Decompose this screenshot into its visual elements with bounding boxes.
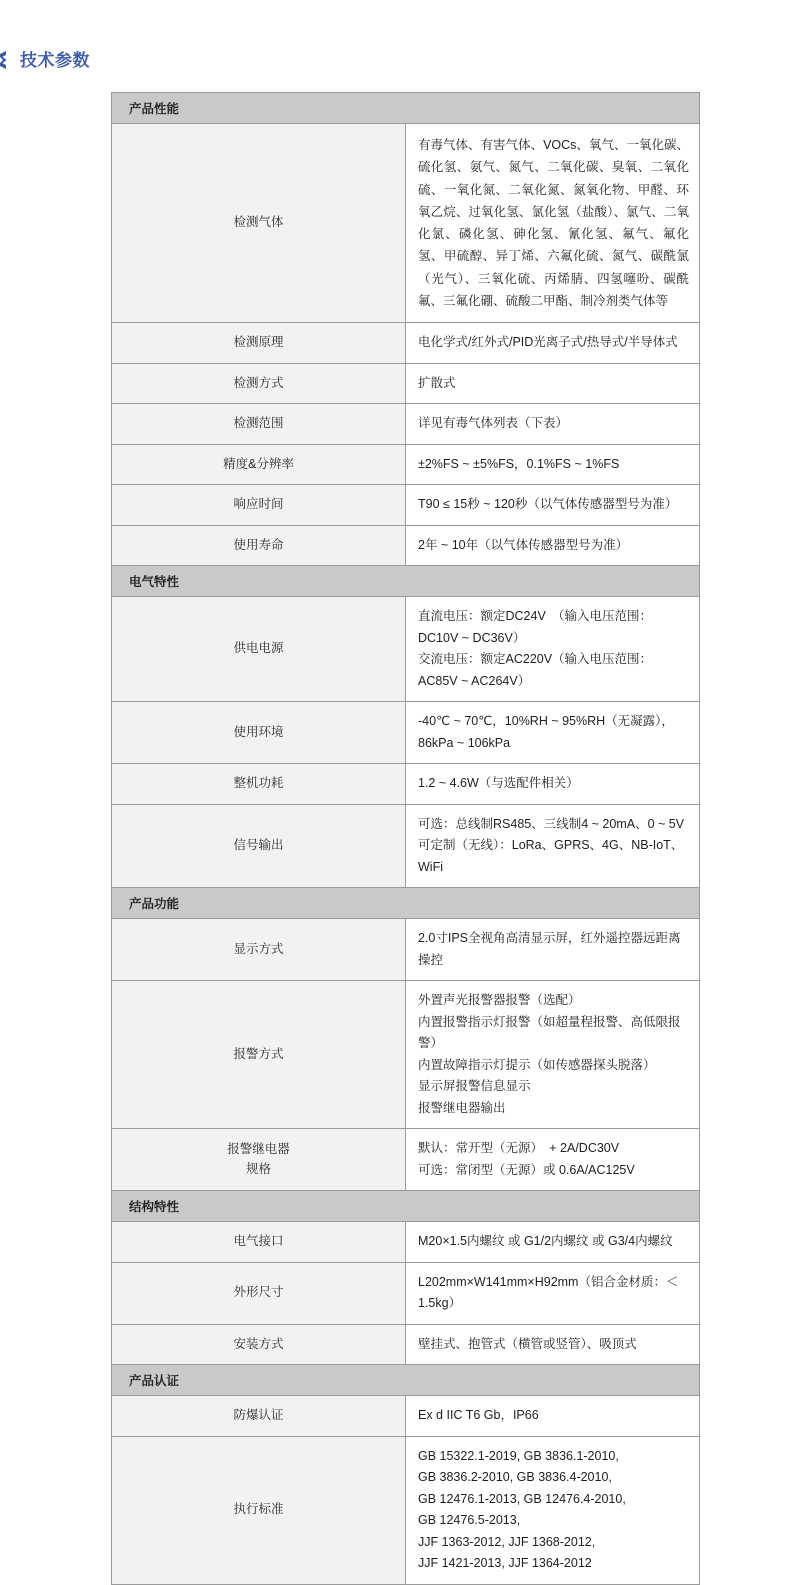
spec-label: 检测原理 — [112, 323, 406, 364]
spec-value — [406, 981, 700, 1129]
spec-row — [112, 444, 700, 485]
spec-row — [112, 702, 700, 764]
spec-label: 外形尺寸 — [112, 1262, 406, 1324]
spec-value — [406, 1129, 700, 1191]
spec-value-line: 显示屏报警信息显示 — [418, 1079, 531, 1093]
spec-value-line: 2.0寸IPS全视角高清显示屏，红外遥控器远距离操控 — [418, 931, 681, 967]
spec-table-body — [112, 93, 700, 1585]
spec-label: 显示方式 — [112, 919, 406, 981]
section-title-product-certification: 产品认证 — [112, 1365, 700, 1396]
spec-label: 供电电源 — [112, 597, 406, 702]
section-title-structural-characteristics: 结构特性 — [112, 1191, 700, 1222]
spec-value-line: JJF 1363-2012, JJF 1368-2012, — [418, 1534, 596, 1549]
spec-label: 电气接口 — [112, 1222, 406, 1263]
spec-row — [112, 981, 700, 1129]
spec-value — [406, 404, 700, 445]
spec-value — [406, 1396, 700, 1437]
spec-row — [112, 1222, 700, 1263]
spec-value-line: Ex d IIC T6 Gb，IP66 — [418, 1408, 539, 1422]
spec-label: 精度&分辨率 — [112, 444, 406, 485]
spec-value-line: 内置故障指示灯提示（如传感器探头脱落） — [418, 1057, 656, 1072]
page-heading — [0, 46, 90, 74]
spec-value-line: 内置报警指示灯报警（如超量程报警、高低限报警） — [418, 1014, 681, 1050]
spec-label: 执行标准 — [112, 1436, 406, 1584]
spec-value-line: GB 3836.2-2010, GB 3836.4-2010, — [418, 1470, 612, 1484]
spec-row — [112, 363, 700, 404]
spec-value-line: L202mm×W141mm×H92mm（铝合金材质：＜1.5kg） — [418, 1274, 679, 1310]
spec-value-line: 外置声光报警器报警（选配） — [418, 993, 581, 1007]
spec-row — [112, 1262, 700, 1324]
spec-value-line: 直流电压：额定DC24V （输入电压范围：DC10V ~ DC36V） — [418, 609, 653, 645]
spec-value-line: 2年 ~ 10年（以气体传感器型号为准） — [418, 537, 629, 552]
spec-value-line: T90 ≤ 15秒 ~ 120秒（以气体传感器型号为准） — [418, 497, 678, 511]
spec-value — [406, 1324, 700, 1365]
spec-label: 信号输出 — [112, 804, 406, 888]
spec-row — [112, 919, 700, 981]
spec-value-line: M20×1.5内螺纹 或 G1/2内螺纹 或 G3/4内螺纹 — [418, 1234, 673, 1248]
spec-value-line: 可定制（无线）：LoRa、GPRS、4G、NB-IoT、WiFi — [418, 838, 684, 874]
spec-value-line: 有毒气体、有害气体、VOCs、氧气、一氧化碳、硫化氢、氨气、氮气、二氧化碳、臭氧、二氧化硫、一氧化氮、二氧化氮、氮氧化物、甲醛、环氧乙烷、过氧化氢、氯化氢（盐酸）、氯气、二氧化氯、磷化氢、砷化氢、氰化氢、氟气、氟化氢、甲硫醇、异丁烯、六氟化硫、氮气、碳酰氯（光气）、三氧化硫、丙烯腈、四氢噻吩、碳酰氟、三氟化硼、硫酸二甲酯、制冷剂类气体等 — [418, 138, 689, 308]
spec-row — [112, 804, 700, 888]
spec-value — [406, 702, 700, 764]
spec-value-line: GB 12476.1-2013, GB 12476.4-2010, — [418, 1491, 626, 1506]
spec-value — [406, 444, 700, 485]
spec-value — [406, 1222, 700, 1263]
spec-row — [112, 485, 700, 526]
spec-value-line: 可选：总线制RS485、三线制4 ~ 20mA、0 ~ 5V — [418, 816, 685, 831]
section-header-row — [112, 888, 700, 919]
spec-label: 整机功耗 — [112, 764, 406, 805]
section-title-product-functions: 产品功能 — [112, 888, 700, 919]
spec-value — [406, 597, 700, 702]
section-header-row — [112, 566, 700, 597]
spec-row — [112, 764, 700, 805]
chevron-marker-icon — [0, 49, 14, 71]
section-header-row — [112, 93, 700, 124]
spec-label: 使用环境 — [112, 702, 406, 764]
spec-row — [112, 404, 700, 445]
spec-row — [112, 323, 700, 364]
spec-label: 使用寿命 — [112, 525, 406, 566]
spec-row — [112, 1396, 700, 1437]
spec-value-line: 默认：常开型（无源） + 2A/DC30V — [418, 1141, 620, 1155]
spec-row — [112, 525, 700, 566]
section-title-product-performance: 产品性能 — [112, 93, 700, 124]
spec-value-line: 壁挂式、抱管式（横管或竖管）、吸顶式 — [418, 1336, 637, 1351]
technical-specification-table — [111, 92, 700, 1585]
spec-value — [406, 764, 700, 805]
spec-value-line: 电化学式/红外式/PID光离子式/热导式/半导体式 — [418, 335, 678, 349]
spec-value — [406, 323, 700, 364]
spec-row — [112, 597, 700, 702]
spec-value — [406, 1436, 700, 1584]
spec-row — [112, 124, 700, 323]
spec-label: 安装方式 — [112, 1324, 406, 1365]
spec-label: 防爆认证 — [112, 1396, 406, 1437]
spec-value — [406, 525, 700, 566]
spec-row — [112, 1436, 700, 1584]
spec-value — [406, 124, 700, 323]
spec-value-line: GB 12476.5-2013, — [418, 1513, 521, 1527]
spec-value-line: 1.2 ~ 4.6W（与选配件相关） — [418, 776, 579, 790]
spec-value — [406, 919, 700, 981]
spec-value-line: 可选：常闭型（无源）或 0.6A/AC125V — [418, 1162, 635, 1177]
spec-label: 响应时间 — [112, 485, 406, 526]
spec-label: 报警方式 — [112, 981, 406, 1129]
spec-label: 检测方式 — [112, 363, 406, 404]
spec-value — [406, 363, 700, 404]
spec-row — [112, 1324, 700, 1365]
page-title: 技术参数 — [20, 50, 90, 70]
spec-value — [406, 804, 700, 888]
spec-row — [112, 1129, 700, 1191]
section-header-row — [112, 1191, 700, 1222]
section-header-row — [112, 1365, 700, 1396]
spec-value — [406, 1262, 700, 1324]
spec-value-line: GB 15322.1-2019, GB 3836.1-2010, — [418, 1448, 619, 1463]
spec-value-line: 详见有毒气体列表（下表） — [418, 416, 569, 430]
spec-value-line: 扩散式 — [418, 375, 456, 390]
spec-value-line: ±2%FS ~ ±5%FS，0.1%FS ~ 1%FS — [418, 456, 620, 471]
section-title-electrical-characteristics: 电气特性 — [112, 566, 700, 597]
spec-value-line: 报警继电器输出 — [418, 1100, 506, 1115]
spec-label: 检测气体 — [112, 124, 406, 323]
spec-value-line: JJF 1421-2013, JJF 1364-2012 — [418, 1556, 592, 1570]
spec-value-line: -40℃ ~ 70℃，10%RH ~ 95%RH（无凝露），86kPa ~ 106kPa — [418, 714, 674, 750]
spec-value-line: 交流电压：额定AC220V（输入电压范围：AC85V ~ AC264V） — [418, 652, 653, 688]
spec-value — [406, 485, 700, 526]
spec-label: 检测范围 — [112, 404, 406, 445]
spec-label: 报警继电器 规格 — [112, 1129, 406, 1191]
